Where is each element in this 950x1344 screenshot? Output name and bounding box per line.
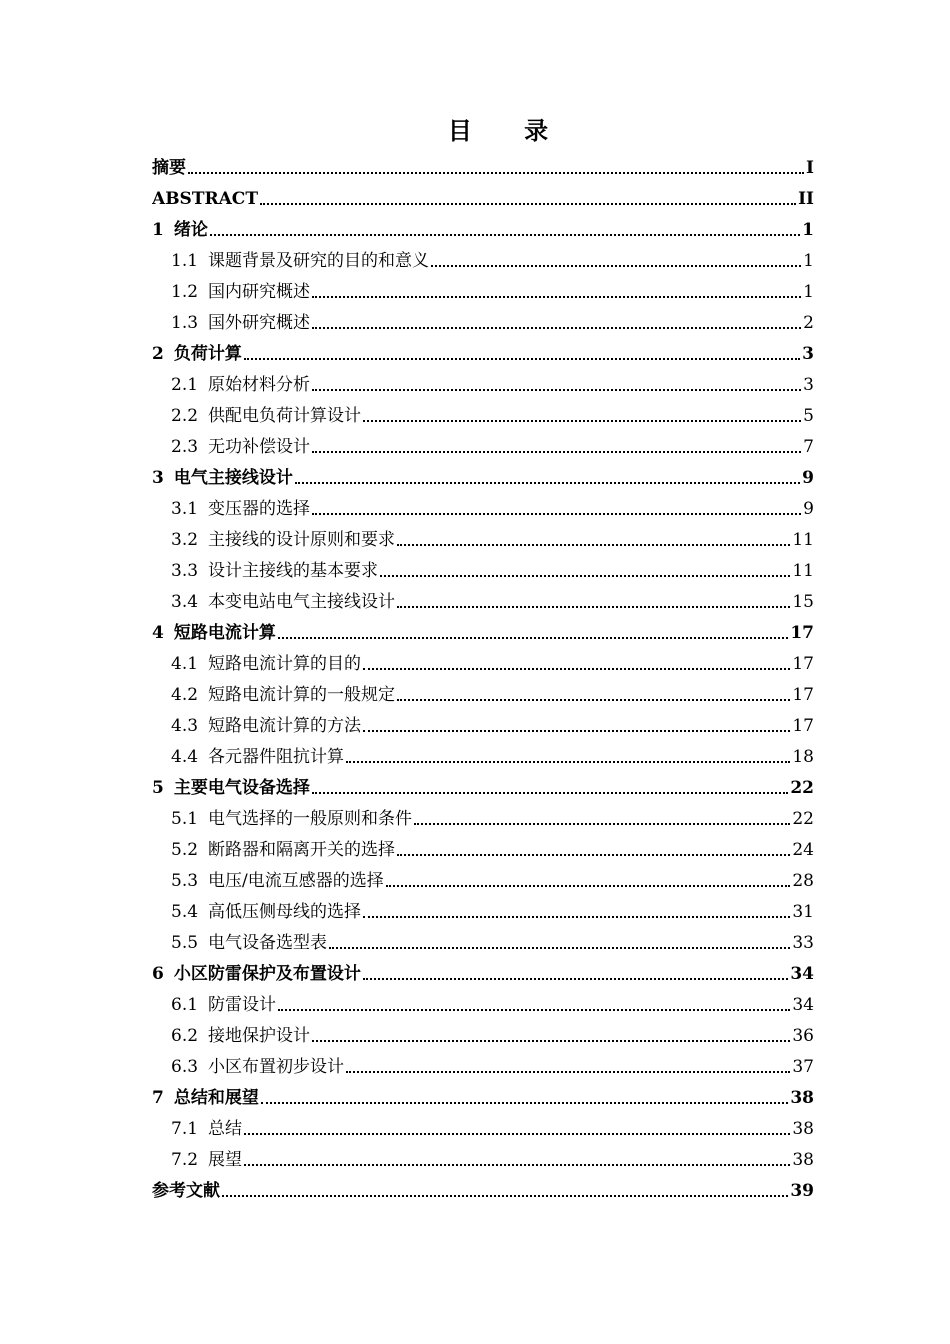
dot-leader <box>386 885 791 887</box>
toc-entry-text: 总结和展望 <box>173 1088 259 1108</box>
toc-entry-page: 38 <box>792 1119 814 1139</box>
table-of-contents <box>152 152 814 1206</box>
toc-entry-label <box>171 901 361 927</box>
toc-entry-label <box>171 808 412 834</box>
dot-leader <box>312 296 801 298</box>
toc-entry[interactable] <box>152 555 814 586</box>
toc-entry-text: 原始材料分析 <box>208 375 311 395</box>
toc-entry-page: 7 <box>803 437 814 457</box>
toc-entry-text: 负荷计算 <box>173 344 242 364</box>
dot-leader <box>244 358 800 360</box>
toc-entry-label <box>152 157 186 183</box>
toc-entry-page: 37 <box>792 1057 814 1077</box>
toc-entry-text: 变压器的选择 <box>208 499 311 519</box>
toc-entry-label <box>171 932 327 958</box>
toc-entry-page: 33 <box>792 933 814 953</box>
toc-entry[interactable] <box>152 834 814 865</box>
toc-entry[interactable] <box>152 338 814 369</box>
toc-entry-label <box>171 281 310 307</box>
toc-entry-number: 3.4 <box>171 592 199 612</box>
toc-entry[interactable] <box>152 710 814 741</box>
toc-entry-number: 2 <box>152 344 164 364</box>
toc-entry-text: 总结 <box>208 1119 243 1139</box>
toc-entry[interactable] <box>152 989 814 1020</box>
toc-entry[interactable] <box>152 865 814 896</box>
toc-entry-text: 设计主接线的基本要求 <box>208 561 379 581</box>
toc-entry-number: 4.3 <box>171 716 199 736</box>
toc-entry-page: 36 <box>792 1026 814 1046</box>
toc-entry-number: 4 <box>152 623 164 643</box>
toc-entry-label <box>152 1180 220 1206</box>
toc-entry-text: 断路器和隔离开关的选择 <box>208 840 396 860</box>
toc-entry-number: 7.1 <box>171 1119 199 1139</box>
dot-leader <box>363 668 790 670</box>
dot-leader <box>295 482 800 484</box>
dot-leader <box>244 1164 790 1166</box>
toc-entry-label <box>171 1025 310 1051</box>
toc-entry-label <box>152 622 276 648</box>
toc-entry-page: 22 <box>790 778 814 798</box>
toc-entry-page: 9 <box>803 499 814 519</box>
toc-entry[interactable] <box>152 369 814 400</box>
toc-entry[interactable] <box>152 245 814 276</box>
toc-entry[interactable] <box>152 958 814 989</box>
toc-entry-number: 5.4 <box>171 902 199 922</box>
toc-entry-number: 5.2 <box>171 840 199 860</box>
toc-entry-text: 小区防雷保护及布置设计 <box>173 964 361 984</box>
toc-entry-page: 38 <box>790 1088 814 1108</box>
toc-entry-page: 11 <box>792 561 814 581</box>
dot-leader <box>431 265 801 267</box>
toc-entry-label <box>152 343 242 369</box>
toc-entry-number: 3.3 <box>171 561 199 581</box>
toc-entry[interactable] <box>152 431 814 462</box>
toc-entry-label <box>171 560 378 586</box>
toc-entry-page: 22 <box>792 809 814 829</box>
toc-entry-number: 7 <box>152 1088 164 1108</box>
toc-entry-label <box>152 963 361 989</box>
toc-entry-page: I <box>806 158 814 178</box>
toc-entry-page: 2 <box>803 313 814 333</box>
dot-leader <box>312 451 801 453</box>
toc-entry-label <box>171 529 395 555</box>
toc-entry[interactable] <box>152 1082 814 1113</box>
toc-entry-page: 17 <box>792 716 814 736</box>
toc-entry-text: 供配电负荷计算设计 <box>208 406 362 426</box>
toc-entry-label <box>171 498 310 524</box>
toc-entry-label <box>152 777 310 803</box>
toc-entry-text: 本变电站电气主接线设计 <box>208 592 396 612</box>
toc-entry[interactable] <box>152 772 814 803</box>
dot-leader <box>278 637 788 639</box>
toc-entry-page: 34 <box>792 995 814 1015</box>
toc-entry-text: 短路电流计算的一般规定 <box>208 685 396 705</box>
dot-leader <box>363 420 801 422</box>
page-title: 目 录 <box>447 117 571 145</box>
dot-leader <box>397 544 790 546</box>
dot-leader <box>380 575 790 577</box>
toc-entry-label <box>171 405 361 431</box>
toc-entry-number: 6 <box>152 964 164 984</box>
toc-entry-number: 4.2 <box>171 685 199 705</box>
toc-entry-label <box>171 994 276 1020</box>
toc-entry-page: 17 <box>792 654 814 674</box>
toc-entry-text: 电气设备选型表 <box>208 933 328 953</box>
toc-entry-label <box>171 715 361 741</box>
toc-entry-label <box>152 219 208 245</box>
toc-entry[interactable] <box>152 803 814 834</box>
toc-entry-page: 3 <box>803 375 814 395</box>
toc-entry[interactable] <box>152 276 814 307</box>
toc-entry-page: 15 <box>792 592 814 612</box>
toc-entry[interactable] <box>152 214 814 245</box>
toc-entry-number: 2.2 <box>171 406 199 426</box>
toc-entry-text: 短路电流计算的目的 <box>208 654 362 674</box>
toc-entry[interactable] <box>152 1175 814 1206</box>
toc-entry-number: 5.3 <box>171 871 199 891</box>
toc-entry-number: 1.3 <box>171 313 199 333</box>
dot-leader <box>363 730 790 732</box>
toc-entry-text: 小区布置初步设计 <box>208 1057 345 1077</box>
toc-entry-number: 4.1 <box>171 654 199 674</box>
dot-leader <box>260 203 796 205</box>
toc-entry-text: 课题背景及研究的目的和意义 <box>208 251 430 271</box>
toc-entry-page: 31 <box>792 902 814 922</box>
toc-entry-page: 9 <box>802 468 814 488</box>
toc-entry[interactable] <box>152 1113 814 1144</box>
toc-entry-number: 1 <box>152 220 164 240</box>
toc-entry-page: 39 <box>790 1181 814 1201</box>
toc-entry-page: 17 <box>790 623 814 643</box>
toc-entry-number: 3.1 <box>171 499 199 519</box>
toc-entry-text: ABSTRACT <box>152 189 258 209</box>
toc-entry-text: 展望 <box>208 1150 243 1170</box>
toc-entry-number: 4.4 <box>171 747 199 767</box>
toc-entry-label <box>171 653 361 679</box>
toc-entry[interactable] <box>152 1020 814 1051</box>
toc-entry[interactable] <box>152 524 814 555</box>
toc-entry-number: 3.2 <box>171 530 199 550</box>
dot-leader <box>312 792 788 794</box>
toc-entry-label <box>152 467 293 493</box>
dot-leader <box>244 1133 790 1135</box>
toc-entry-label <box>171 250 429 276</box>
toc-entry-label <box>171 746 344 772</box>
toc-entry-text: 主要电气设备选择 <box>173 778 310 798</box>
dot-leader <box>397 699 790 701</box>
toc-entry-number: 7.2 <box>171 1150 199 1170</box>
toc-entry-number: 1.1 <box>171 251 199 271</box>
toc-entry-label <box>171 374 310 400</box>
toc-entry-page: 11 <box>792 530 814 550</box>
dot-leader <box>312 327 801 329</box>
dot-leader <box>397 606 790 608</box>
toc-entry-text: 短路电流计算的方法 <box>208 716 362 736</box>
toc-entry-text: 摘要 <box>152 158 186 178</box>
toc-entry-page: 18 <box>792 747 814 767</box>
dot-leader <box>312 389 801 391</box>
toc-entry-number: 2.3 <box>171 437 199 457</box>
toc-entry-label <box>171 870 384 896</box>
toc-entry[interactable] <box>152 617 814 648</box>
dot-leader <box>397 854 790 856</box>
toc-entry[interactable] <box>152 1051 814 1082</box>
toc-entry-page: 38 <box>792 1150 814 1170</box>
toc-entry-number: 5.1 <box>171 809 199 829</box>
toc-entry-text: 防雷设计 <box>208 995 277 1015</box>
toc-entry[interactable] <box>152 183 814 214</box>
toc-entry-text: 国内研究概述 <box>208 282 311 302</box>
toc-entry-label <box>152 188 258 214</box>
toc-entry-text: 无功补偿设计 <box>208 437 311 457</box>
toc-entry-text: 电气主接线设计 <box>173 468 293 488</box>
dot-leader <box>312 1040 790 1042</box>
toc-entry-number: 1.2 <box>171 282 199 302</box>
dot-leader <box>188 172 804 174</box>
dot-leader <box>346 1071 790 1073</box>
toc-entry-text: 参考文献 <box>152 1181 220 1201</box>
toc-entry[interactable] <box>152 586 814 617</box>
toc-entry-page: II <box>798 189 814 209</box>
toc-entry-label <box>171 1149 242 1175</box>
toc-entry-text: 接地保护设计 <box>208 1026 311 1046</box>
toc-entry-number: 6.3 <box>171 1057 199 1077</box>
toc-entry[interactable] <box>152 648 814 679</box>
toc-entry[interactable] <box>152 741 814 772</box>
toc-entry-text: 各元器件阻抗计算 <box>208 747 345 767</box>
dot-leader <box>414 823 790 825</box>
toc-entry-label <box>171 684 395 710</box>
toc-entry-label <box>171 1118 242 1144</box>
toc-entry-label <box>171 839 395 865</box>
toc-entry[interactable] <box>152 493 814 524</box>
toc-entry-page: 34 <box>790 964 814 984</box>
dot-leader <box>278 1009 790 1011</box>
toc-entry-number: 6.1 <box>171 995 199 1015</box>
toc-entry-number: 5.5 <box>171 933 199 953</box>
toc-entry-number: 5 <box>152 778 164 798</box>
toc-entry-text: 绪论 <box>173 220 208 240</box>
toc-entry-page: 5 <box>803 406 814 426</box>
toc-entry-text: 电气选择的一般原则和条件 <box>208 809 413 829</box>
toc-entry-text: 电压/电流互感器的选择 <box>208 871 384 891</box>
toc-entry-page: 24 <box>792 840 814 860</box>
dot-leader <box>261 1102 788 1104</box>
dot-leader <box>346 761 790 763</box>
dot-leader <box>363 978 788 980</box>
dot-leader <box>312 513 801 515</box>
toc-entry-text: 高低压侧母线的选择 <box>208 902 362 922</box>
toc-entry[interactable] <box>152 307 814 338</box>
toc-entry-page: 1 <box>803 282 814 302</box>
toc-entry-text: 国外研究概述 <box>208 313 311 333</box>
toc-entry-page: 1 <box>803 251 814 271</box>
dot-leader <box>329 947 790 949</box>
toc-entry-page: 28 <box>792 871 814 891</box>
toc-entry-label <box>171 436 310 462</box>
toc-entry-number: 2.1 <box>171 375 199 395</box>
toc-entry-label <box>171 591 395 617</box>
toc-entry[interactable] <box>152 1144 814 1175</box>
dot-leader <box>222 1195 788 1197</box>
toc-entry-number: 6.2 <box>171 1026 199 1046</box>
toc-entry[interactable] <box>152 896 814 927</box>
toc-entry[interactable] <box>152 152 814 183</box>
toc-entry-text: 短路电流计算 <box>173 623 276 643</box>
toc-entry-page: 1 <box>802 220 814 240</box>
toc-entry-page: 17 <box>792 685 814 705</box>
toc-entry-number: 3 <box>152 468 164 488</box>
toc-entry[interactable] <box>152 462 814 493</box>
toc-entry[interactable] <box>152 400 814 431</box>
toc-entry[interactable] <box>152 679 814 710</box>
dot-leader <box>210 234 800 236</box>
toc-entry-label <box>171 1056 344 1082</box>
dot-leader <box>363 916 790 918</box>
toc-entry-text: 主接线的设计原则和要求 <box>208 530 396 550</box>
toc-entry[interactable] <box>152 927 814 958</box>
toc-entry-label <box>171 312 310 338</box>
toc-entry-page: 3 <box>802 344 814 364</box>
toc-entry-label <box>152 1087 259 1113</box>
